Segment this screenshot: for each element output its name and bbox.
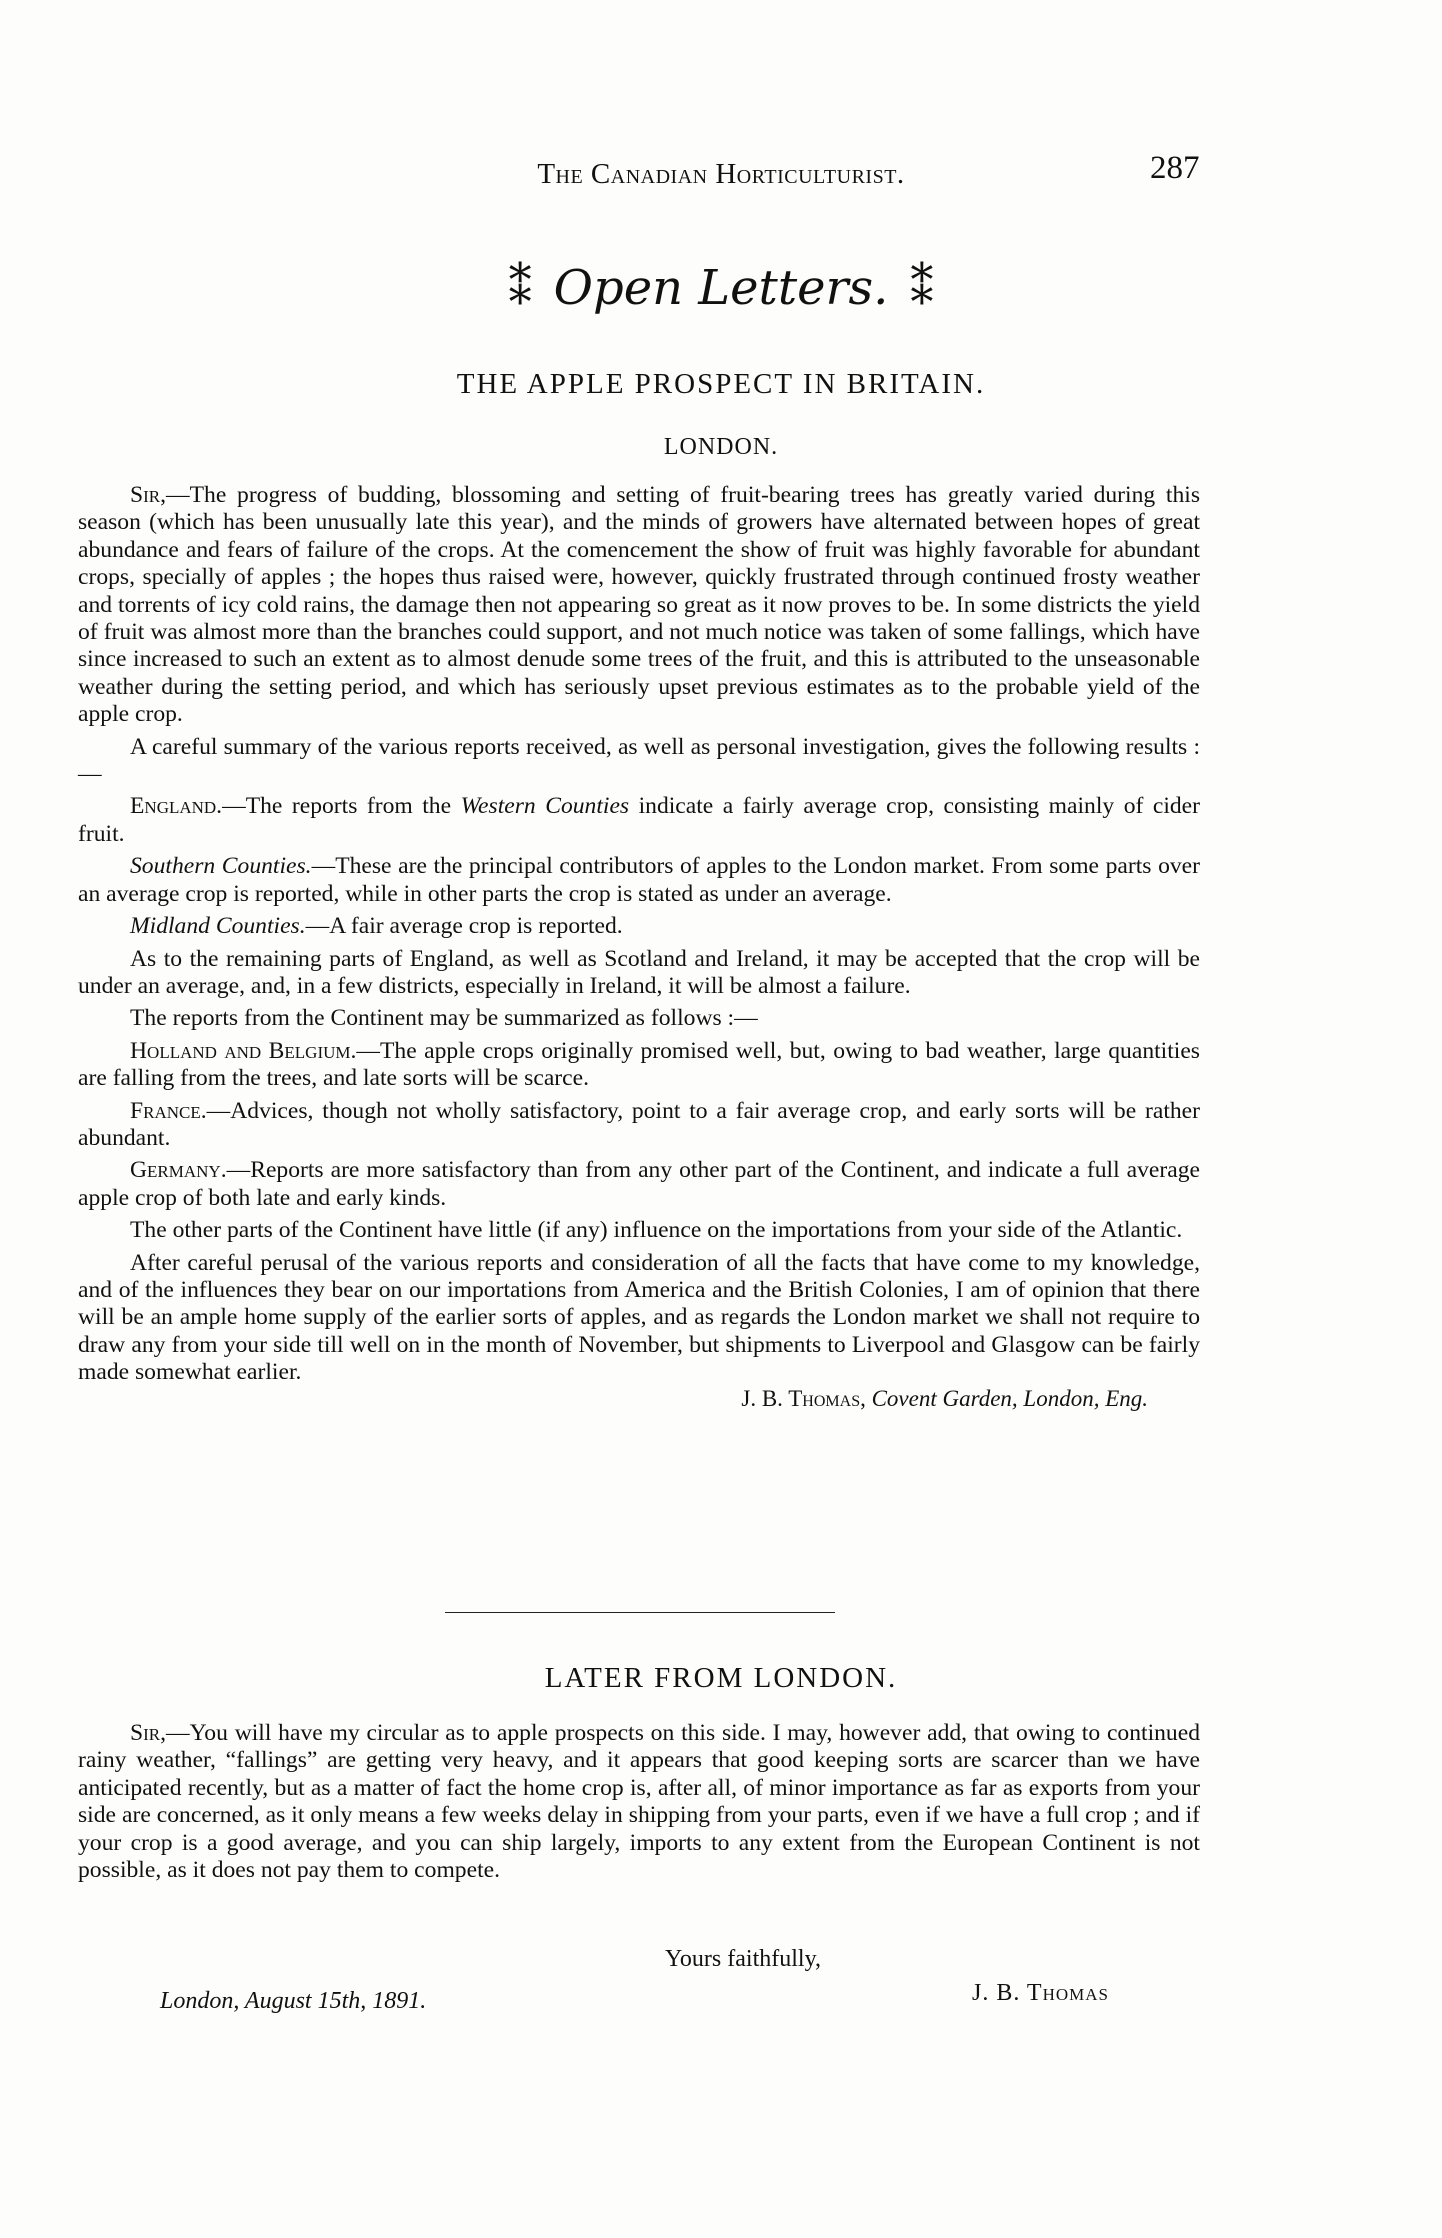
paragraph: The reports from the Continent may be summarized as follows :—: [130, 1005, 758, 1032]
paragraph: Sir,—You will have my circular as to apple prospects on this side. I may, however add, that owing to continued rainy weather, “fallings” are getting very heavy, and it appears that good keeping sorts are scarcer than we have anticipated recently, but as a matter of fact the home crop is, after all, of minor importance as far as exports from your side are concerned, as it only means a few weeks delay in shipping from your parts, even if we have a full crop ; and if your crop is a good average, and you can ship largely, imports to any extent from the European Continent is not possible, as it does not pay them to compete.: [78, 1720, 1200, 1884]
paragraph: A careful summary of the various reports received, as well as personal investigation, gives the following results :—: [78, 733, 1200, 788]
section-title-text: Open Letters.: [553, 260, 889, 316]
article-title: THE APPLE PROSPECT IN BRITAIN.: [456, 368, 986, 400]
paragraph: England.—The reports from the Western Counties indicate a fairly average crop, consisting mainly of cider fruit.: [78, 793, 1201, 847]
place-heading: LONDON.: [663, 434, 779, 460]
region-heading: Germany.: [130, 1157, 227, 1184]
article-body: [78, 1720, 1200, 1884]
region-heading: Midland Counties.: [130, 913, 306, 940]
page-number: 287: [1150, 150, 1200, 186]
paragraph: Midland Counties.—A fair average crop is reported.: [130, 913, 623, 940]
running-head: The Canadian Horticulturist.: [537, 158, 905, 190]
article-title: LATER FROM LONDON.: [544, 1662, 898, 1694]
closing: Yours faithfully,: [665, 1946, 822, 1972]
region-heading: Southern Counties.: [130, 853, 312, 880]
ornament-right-icon: ⁑: [910, 261, 934, 315]
divider-rule: [445, 1612, 835, 1613]
salutation: Sir,: [130, 1720, 167, 1746]
salutation: Sir,: [130, 482, 167, 508]
signature: J. B. Thomas, Covent Garden, London, Eng.: [741, 1385, 1148, 1411]
paragraph: France.—Advices, though not wholly satisfactory, point to a fair average crop, and early sorts will be rather abundant.: [78, 1097, 1200, 1151]
paragraph: As to the remaining parts of England, as well as Scotland and Ireland, it may be accepted that the crop will be under an average, and, in a few districts, especially in Ireland, it will be almost a failure.: [78, 945, 1200, 999]
paragraph: Germany.—Reports are more satisfactory than from any other part of the Continent, and indicate a full average apple crop of both late and early kinds.: [78, 1157, 1200, 1211]
paragraph: After careful perusal of the various reports and consideration of all the facts that have come to my knowledge, and of the influences they bear on our importations from America and the British Colonies, I am of opinion that there will be an ample home supply of the earlier sorts of apples, and as regards the London market we shall not require to draw any from your side till well on in the month of November, but shipments to Liverpool and Glasgow can be fairly made somewhat earlier.: [78, 1249, 1200, 1386]
paragraph: Southern Counties.—These are the principal contributors of apples to the London market. From some parts over an average crop is reported, while in other parts the crop is stated as under an average.: [78, 853, 1200, 907]
paragraph: Holland and Belgium.—The apple crops originally promised well, but, owing to bad weather, large quantities are falling from the trees, and late sorts will be scarce.: [78, 1037, 1200, 1092]
region-heading: Holland and Belgium.: [130, 1037, 357, 1064]
section-title: [0, 260, 1442, 316]
paragraph: The other parts of the Continent have little (if any) influence on the importations from your side of the Atlantic.: [130, 1217, 1183, 1244]
region-heading: France.: [130, 1097, 207, 1124]
ornament-left-icon: ⁑: [508, 261, 532, 315]
dateline: London, August 15th, 1891.: [160, 1988, 427, 2014]
article-body: [78, 482, 1200, 1412]
paragraph: Sir,—The progress of budding, blossoming and setting of fruit-bearing trees has greatly varied during this season (which has been unusually late this year), and the minds of growers have alternated between hopes of great abundance and fears of failure of the crops. At the comencement the show of fruit was highly favorable for abundant crops, specially of apples ; the hopes thus raised were, however, quickly frustrated through continued frosty weather and torrents of icy cold rains, the damage then not appearing so great as it now proves to be. In some districts the yield of fruit was almost more than the branches could support, and not much notice was taken of some fallings, which have since increased to such an extent as to almost denude some trees of the fruit, and this is attributed to the unseasonable weather during the setting period, and which has seriously upset previous estimates as to the probable yield of the apple crop.: [78, 482, 1200, 728]
region-heading: England.: [130, 793, 223, 820]
signature: J. B. Thomas: [972, 1980, 1109, 2006]
